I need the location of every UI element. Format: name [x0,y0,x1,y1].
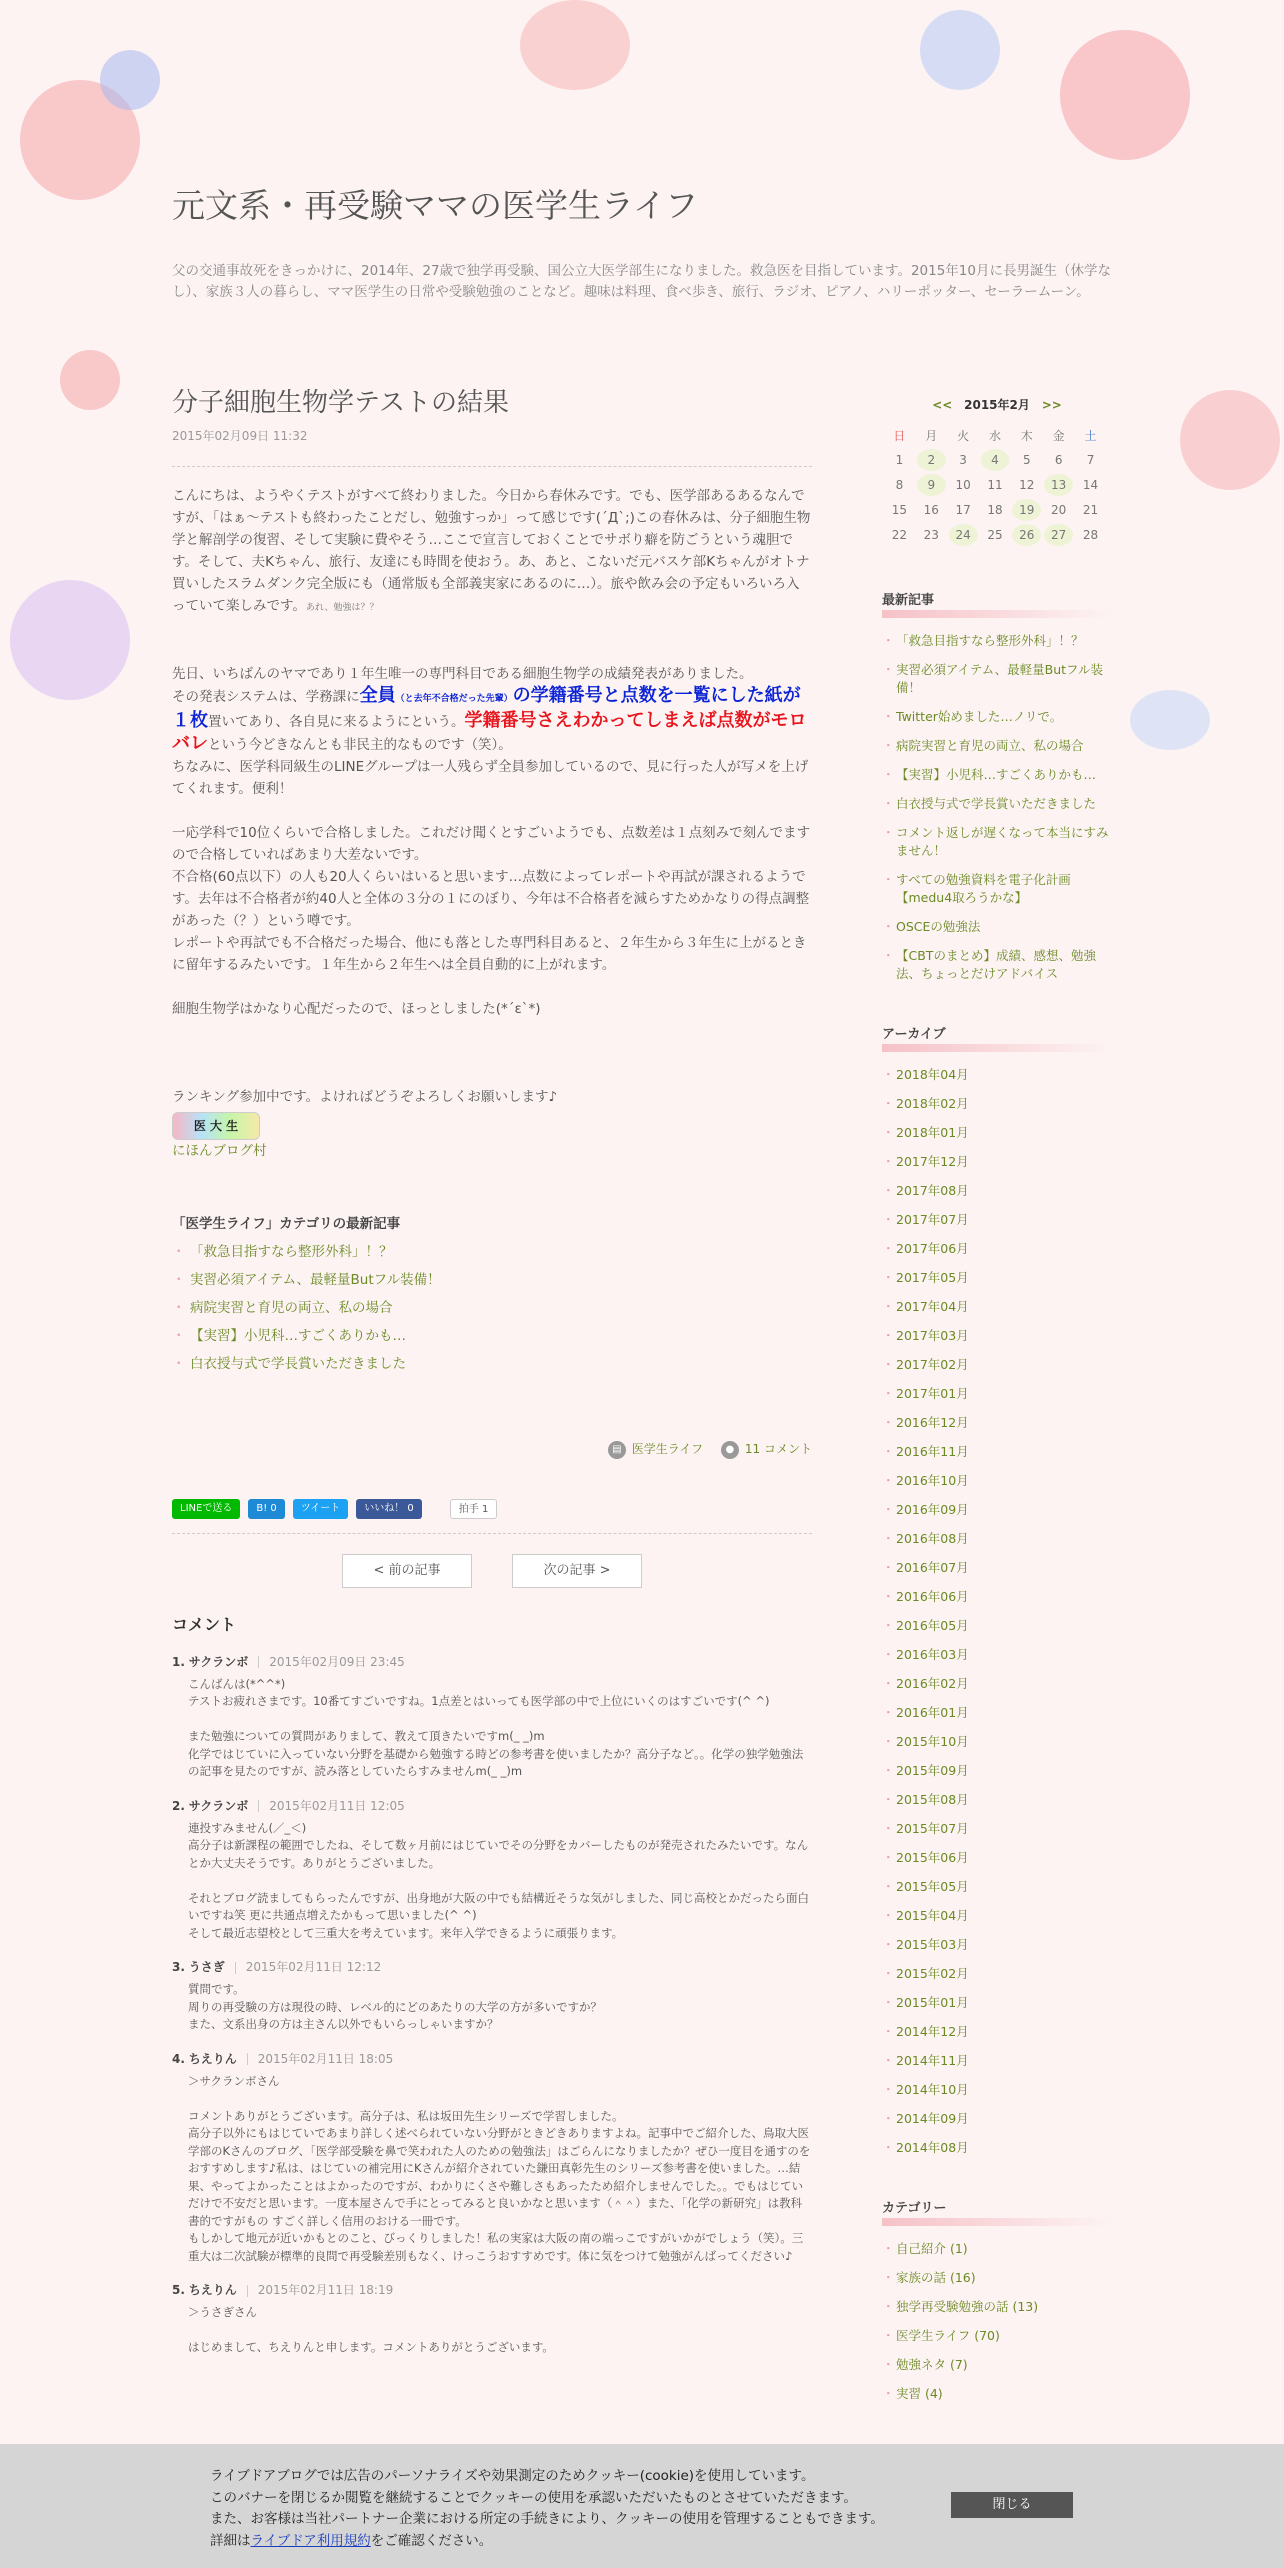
category-item[interactable]: ・ 独学再受験勉強の話 (13) [882,2298,1112,2316]
calendar-day[interactable]: 19 [1012,499,1041,521]
comment-author: ちえりん [188,2283,237,2297]
folder-icon: ▤ [608,1441,626,1459]
subcategory-item[interactable]: ・ 勉強ネタ (7) [882,2356,1112,2374]
archive-item[interactable]: ・ 2015年06月 [882,1849,1112,1867]
archive-item[interactable]: ・ 2015年02月 [882,1965,1112,1983]
entry-paragraph: レポートや再試でも不合格だった場合、他にも落とした専門科目あると、２年生から３年生に上がるときに留年するみたいです。１年生から２年生へは全員自動的に上がれます。 [172,935,807,973]
category-title: カテゴリー [882,2197,1112,2226]
archive-item[interactable]: ・ 2017年02月 [882,1356,1112,1374]
archive-item[interactable]: ・ 2015年09月 [882,1762,1112,1780]
calendar-day: 28 [1082,528,1099,542]
archive-item[interactable]: ・ 2016年03月 [882,1646,1112,1664]
prev-article-button[interactable]: < 前の記事 [342,1554,472,1588]
archive-item[interactable]: ・ 2016年02月 [882,1675,1112,1693]
archive-list [882,1066,1112,2157]
calendar-day[interactable]: 2 [917,449,946,471]
calendar-day: 12 [1019,478,1035,492]
recent-item[interactable]: ・ Twitter始めました…ノリで。 [882,708,1112,726]
ranking-banner[interactable]: 医 大 生 [172,1112,260,1140]
category-item[interactable]: ・ 自己紹介 (1) [882,2240,1112,2258]
archive-item[interactable]: ・ 2016年11月 [882,1443,1112,1461]
archive-item[interactable]: ・ 2016年05月 [882,1617,1112,1635]
recent-item[interactable]: ・ 【CBTのまとめ】成績、感想、勉強法、ちょっとだけアドバイス [882,947,1112,983]
category-item[interactable]: ・ 家族の話 (16) [882,2269,1112,2287]
list-item[interactable]: ・ 実習必須アイテム、最軽量Butフル装備！ [172,1266,812,1294]
line-share-button[interactable]: LINEで送る [172,1499,240,1519]
archive-item[interactable]: ・ 2016年01月 [882,1704,1112,1722]
comment-icon: ● [721,1441,739,1459]
entry-paragraph: その発表システムは、学務課に全員（と去年不合格だった先輩）の学籍番号と点数を一覧にした紙が１枚置いてあり、各自見に来るようにという。学籍番号さえわかってしまえば点数がモロバレという今どきなんとも非民主的なものです（笑）。 [172,685,807,754]
calendar-day: 10 [955,478,971,492]
blogmura-link[interactable]: にほんブログ村 [172,1143,267,1159]
calendar-day: 15 [891,503,908,517]
calendar-day[interactable]: 26 [1012,524,1041,546]
comment: 2. サクランボ 2015年02月11日 12:05 連投すみません(／_＜) 高分子は新課程の範囲でしたね、そして数ヶ月前にはじていでその分野をカバーしたものが発売されたみたいです。なんとか大丈夫そうです。ありがとうございました。 それとブログ読ましてもらったんですが、出身地が大阪の中でも結構近そうな気がしました、同じ高校とかだったら面白いですね笑 更に共通点増えたかもって思いました(^ ^) そして最近志望校として三重大を考えています。来年入学できるように頑張ります。 [172,1797,812,1943]
entry-title[interactable]: 分子細胞生物学テストの結果 [172,388,509,418]
site-description: 父の交通事故死をきっかけに、2014年、27歳で独学再受験、国公立大医学部生になりました。救急医を目指しています。2015年10月に長男誕生（休学なし）、家族３人の暮らし、ママ医学生の日常や受験勉強のことなど。趣味は料理、食べ歩き、旅行、ラジオ、ピアノ、ハリーポッター、セーラームーン。 [172,263,1111,300]
cookie-text: ライブドアブログでは広告のパーソナライズや効果測定のためクッキー(cookie)を使用しています。 このバナーを閉じるか閲覧を継続することでクッキーの使用を承認いただいたものとさせていただきます。 また、お客様は当社パートナー企業における所定の手続きにより、クッキーの使用を管理することもできます。 詳細はライブドア利用規約をご確認ください。 [210,2468,884,2549]
archive-item[interactable]: ・ 2018年04月 [882,1066,1112,1084]
calendar-next[interactable]: >> [1041,398,1062,412]
sidebar [882,396,1112,2414]
calendar-prev[interactable]: << [932,398,953,412]
comment: 4. ちえりん 2015年02月11日 18:05 ＞サクランボさん コメントありがとうございます。高分子は、私は坂田先生シリーズで学習しました。 高分子以外にもはじていであまり詳しく述べられていない分野がときどきありますよね。記事中でご紹介した、鳥取大医学部のKさんのブログ、「医学部受験を鼻で笑われた人のための勉強法」はごらんになりましたか？ぜひ一度目を通すのをおすすめします♪私は、はじていの補完用にKさんが紹介されていた鎌田真彰先生のシリーズ参考書を使いました。…結果、やってよかったことはよかったのですが、わかりにくさや難しさもあったため紹介しませんでした。。でもはじていだけで不安だと思います。一度本屋さんで手にとってみると良いかなと思います（＾＾）また、「化学の新研究」は教科書的ですがもの すごく詳しく信用のおける一冊です。 もしかして地元が近いかもとのこと、びっくりしました！私の実家は大阪の南の端っこですがいかがでしょう（笑）。三重大は二次試験が標準的良問で再受験差別もなく、けっこうおすすめです。体に気をつけて勉強がんばってください♪ [172,2050,812,2266]
recent-item[interactable]: ・ 実習必須アイテム、最軽量Butフル装備！ [882,661,1112,697]
entry-paragraph: 一応学科で10位くらいで合格しました。これだけ聞くとすごいようでも、点数差は１点刻みで刻んでますので合格していればあまり大差ないです。 [172,825,811,863]
archive-item[interactable]: ・ 2014年12月 [882,2023,1112,2041]
comment-body: ＞サクランボさん コメントありがとうございます。高分子は、私は坂田先生シリーズで学習しました。 高分子以外にもはじていであまり詳しく述べられていない分野がときどきありますよね。記事中でご紹介した、鳥取大医学部のKさんのブログ、「医学部受験を鼻で笑われた人のための勉強法」はごらんになりましたか？ぜひ一度目を通すのをおすすめします♪私は、はじていの補完用にKさんが紹介されていた鎌田真彰先生のシリーズ参考書を使いました。…結果、やってよかったことはよかったのですが、わかりにくさや難しさもあったため紹介しませんでした。。でもはじていだけで不安だと思います。一度本屋さんで手にとってみると良いかなと思います（＾＾）また、「化学の新研究」は教科書的ですがもの すごく詳しく信用のおける一冊です。 もしかして地元が近いかもとのこと、びっくりしました！私の実家は大阪の南の端っこですがいかがでしょう（笑）。三重大は二次試験が標準的良問で再受験差別もなく、けっこうおすすめです。体に気をつけて勉強がんばってください♪ [188,2073,811,2263]
recent-item[interactable]: ・ すべての勉強資料を電子化計画【medu4取ろうかな】 [882,871,1112,907]
calendar-nav [882,396,1112,413]
calendar-weekday: 日 [893,428,906,443]
archive-item[interactable]: ・ 2016年10月 [882,1472,1112,1490]
recent-item[interactable]: ・ 【実習】小児科…すごくありかも… [882,766,1112,784]
terms-link[interactable]: ライブドア利用規約 [250,2532,371,2549]
archive-item[interactable]: ・ 2014年10月 [882,2081,1112,2099]
calendar-day: 22 [891,528,908,542]
archive-item[interactable]: ・ 2015年03月 [882,1936,1112,1954]
calendar-weekday: 土 [1084,428,1097,443]
archive-item[interactable]: ・ 2017年01月 [882,1385,1112,1403]
archive-item[interactable]: ・ 2014年08月 [882,2139,1112,2157]
recent-item[interactable]: ・ 「救急目指すなら整形外科」！？ [882,632,1112,650]
next-article-button[interactable]: 次の記事 > [512,1554,642,1588]
blog-header [172,180,1112,303]
category-latest-title: 「医学生ライフ」カテゴリの最新記事 [172,1216,401,1232]
calendar-weekday: 月 [925,428,938,443]
calendar-day: 17 [955,503,971,517]
comment-author: サクランボ [188,1798,249,1813]
archive-item[interactable]: ・ 2015年07月 [882,1820,1112,1838]
calendar-day: 25 [987,528,1003,542]
archive-item[interactable]: ・ 2015年01月 [882,1994,1112,2012]
calendar-weekday: 水 [988,428,1001,443]
archive-item[interactable]: ・ 2017年05月 [882,1269,1112,1287]
archive-item[interactable]: ・ 2018年02月 [882,1095,1112,1113]
recent-item[interactable]: ・ コメント返しが遅くなって本当にすみません！ [882,824,1112,860]
recent-title: 最新記事 [882,589,1112,618]
archive-item[interactable]: ・ 2016年12月 [882,1414,1112,1432]
archive-item[interactable]: ・ 2015年08月 [882,1791,1112,1809]
calendar-day: 18 [987,503,1003,517]
entry-paragraph: 細胞生物学はかなり心配だったので、ほっとしました(*´ε`*) [172,1001,541,1017]
calendar-day[interactable]: 13 [1044,474,1073,496]
comment-date: 2015年02月11日 18:19 [257,2283,394,2297]
comment: 5. ちえりん 2015年02月11日 18:19 ＞うさぎさん はじめまして、ちえりんと申します。コメントありがとうございます。 [172,2281,812,2357]
calendar-day: 11 [987,478,1003,492]
entry-meta [172,1440,812,1459]
calendar-weekday: 火 [957,428,970,443]
calendar-day: 7 [1086,453,1095,467]
recent-item[interactable]: ・ 病院実習と育児の両立、私の場合 [882,737,1112,755]
comment-author: ちえりん [188,2051,237,2066]
share-buttons [172,1499,812,1519]
calendar-day: 6 [1054,453,1063,467]
cookie-banner [0,2444,1284,2568]
entry-paragraph: 先日、いちばんのヤマであり１年生唯一の専門科目である細胞生物学の成績発表がありました。 [172,666,753,682]
archive-item[interactable]: ・ 2018年01月 [882,1124,1112,1142]
comment-author: うさぎ [188,1960,225,1974]
close-button[interactable]: 閉じる [951,2492,1073,2518]
archive-item[interactable]: ・ 2017年12月 [882,1153,1112,1171]
calendar-day: 14 [1082,478,1099,492]
archive-item[interactable]: ・ 2017年06月 [882,1240,1112,1258]
list-item[interactable]: ・ 白衣授与式で学長賞いただきました [172,1350,812,1378]
archive-item[interactable]: ・ 2017年08月 [882,1182,1112,1200]
comment-count-link[interactable]: 11 コメント [744,1442,812,1456]
calendar-day: 16 [923,503,939,517]
category-item[interactable]: ・ 医学生ライフ (70) [882,2327,1112,2345]
comment-body: 連投すみません(／_＜) 高分子は新課程の範囲でしたね、そして数ヶ月前にはじていでその分野をカバーしたものが発売されたみたいです。なんとか大丈夫そうです。ありがとうございました。 それとブログ読ましてもらったんですが、出身地が大阪の中でも結構近そうな気がしました、同じ高校とかだったら面白いですね笑 更に共通点増えたかもって思いました(^ ^) そして最近志望校として三重大を考えています。来年入学できるように頑張ります。 [188,1820,809,1940]
calendar-day[interactable]: 9 [917,474,946,496]
archive-item[interactable]: ・ 2016年09月 [882,1501,1112,1519]
list-item[interactable]: ・ 【実習】小児科…すごくありかも… [172,1322,812,1350]
entry-paragraph: こんにちは、ようやくテストがすべて終わりました。今日から春休みです。でも、医学部あるあるなんですが、「はぁ～テストも終わったことだし、勉強すっか」って感じです(´Д`;)この春休みは、分子細胞生物学と解剖学の復習、そして実験に費やそう…ここで宣言しておくことでサボり癖を防ごうという魂胆です。そして、夫Kちゃん、旅行、友達にも時間を使おう。あ、あと、こないだ元バスケ部Kちゃんがオトナ買いしたスラムダンク完全版にも（通常版も全部義実家にあるのに…）。旅や飲み会の予定もいろいろ入っていて楽しみです。あれ、勉強は？？ [172,488,811,614]
main-column [172,382,812,2373]
pager [172,1554,812,1588]
category-link[interactable]: 医学生ライフ [631,1442,704,1456]
category-latest-list [172,1238,812,1378]
calendar-day[interactable]: 4 [981,449,1010,471]
calendar-weekday: 木 [1020,428,1033,443]
entry-date: 2015年02月09日 11:32 [172,427,812,467]
archive-item[interactable]: ・ 2017年03月 [882,1327,1112,1345]
calendar-day[interactable]: 24 [949,524,978,546]
calendar-day: 23 [923,528,939,542]
calendar-day: 8 [895,478,904,492]
category-list [882,2240,1112,2403]
archive-item[interactable]: ・ 2016年06月 [882,1588,1112,1606]
calendar-day: 21 [1082,503,1099,517]
comments-title: コメント [172,1614,237,1634]
site-title[interactable]: 元文系・再受験ママの医学生ライフ [172,186,699,225]
archive-item[interactable]: ・ 2014年11月 [882,2052,1112,2070]
archive-item[interactable]: ・ 2015年05月 [882,1878,1112,1896]
calendar-day: 20 [1051,503,1067,517]
recent-list [882,632,1112,983]
archive-item[interactable]: ・ 2017年04月 [882,1298,1112,1316]
clap-button[interactable]: 拍手 1 [450,1499,498,1519]
recent-item[interactable]: ・ OSCEの勉強法 [882,918,1112,936]
archive-item[interactable]: ・ 2015年04月 [882,1907,1112,1925]
comment-date: 2015年02月11日 12:05 [269,1798,405,1813]
entry-body [172,485,812,1162]
calendar-day: 1 [895,453,904,467]
comment-author: サクランボ [188,1654,249,1669]
subcategory-item[interactable]: ・ 実習 (4) [882,2385,1112,2403]
comment: 1. サクランボ 2015年02月09日 23:45 こんばんは(*^^*) テストお疲れさまです。10番てすごいですね。1点差とはいっても医学部の中で上位にいくのはすごいです(^ ^) また勉強についての質問がありまして、教えて頂きたいですm(_ _)m 化学ではじていに入っていない分野を基礎から勉強する時どの参考書を使いましたか？高分子など。。化学の独学勉強法の記事を見たのですが、読み落としていたらすみませんm(_ _)m [172,1653,812,1781]
comment-body: ＞うさぎさん はじめまして、ちえりんと申します。コメントありがとうございます。 [188,2305,554,2354]
calendar-month: 2015年2月 [964,398,1030,412]
facebook-like-button[interactable]: いいね！ 0 [356,1499,422,1519]
calendar [882,421,1108,549]
recent-item[interactable]: ・ 白衣授与式で学長賞いただきました [882,795,1112,813]
ranking-text: ランキング参加中です。よければどうぞよろしくお願いします♪ [172,1089,558,1105]
entry-paragraph: ちなみに、医学科同級生のLINEグループは一人残らず全員参加しているので、見に行った人が写メを上げてくれます。便利！ [172,759,809,797]
comment-date: 2015年02月11日 12:12 [245,1960,382,1974]
calendar-day: 3 [959,453,967,467]
comment: 3. うさぎ 2015年02月11日 12:12 質問です。 周りの再受験の方は現役の時、レベル的にどのあたりの大学の方が多いですか？ また、文系出身の方は主さん以外でもいらっしゃいますか？ [172,1958,812,2034]
list-item[interactable]: ・ 病院実習と育児の両立、私の場合 [172,1294,812,1322]
archive-item[interactable]: ・ 2016年08月 [882,1530,1112,1548]
comment-date: 2015年02月11日 18:05 [257,2051,394,2066]
list-item[interactable]: ・ 「救急目指すなら整形外科」！？ [172,1238,812,1266]
calendar-day[interactable]: 27 [1044,524,1073,546]
comment-body: 質問です。 周りの再受験の方は現役の時、レベル的にどのあたりの大学の方が多いですか？ また、文系出身の方は主さん以外でもいらっしゃいますか？ [188,1982,602,2031]
archive-item[interactable]: ・ 2016年07月 [882,1559,1112,1577]
tweet-button[interactable]: ツイート [293,1499,349,1519]
archive-item[interactable]: ・ 2017年07月 [882,1211,1112,1229]
archive-item[interactable]: ・ 2014年09月 [882,2110,1112,2128]
hatena-bookmark-button[interactable]: B! 0 [248,1499,284,1519]
entry-paragraph: 不合格(60点以下）の人も20人くらいはいると思います…点数によってレポートや再試が課されるようです。去年は不合格者が約40人と全体の３分の１にのぼり、今年は不合格者を減らすためかなりの得点調整があった（？）という噂です。 [172,869,810,929]
comment-date: 2015年02月09日 23:45 [269,1654,405,1669]
calendar-day: 5 [1022,453,1031,467]
comment-body: こんばんは(*^^*) テストお疲れさまです。10番てすごいですね。1点差とはいっても医学部の中で上位にいくのはすごいです(^ ^) また勉強についての質問がありまして、教えて頂きたいですm(_ _)m 化学ではじていに入っていない分野を基礎から勉強する時どの参考書を使いましたか？高分子など。。化学の独学勉強法の記事を見たのですが、読み落としていたらすみませんm(_ _)m [188,1676,804,1778]
archive-title: アーカイブ [882,1023,1112,1052]
calendar-weekday: 金 [1052,428,1065,443]
archive-item[interactable]: ・ 2015年10月 [882,1733,1112,1751]
